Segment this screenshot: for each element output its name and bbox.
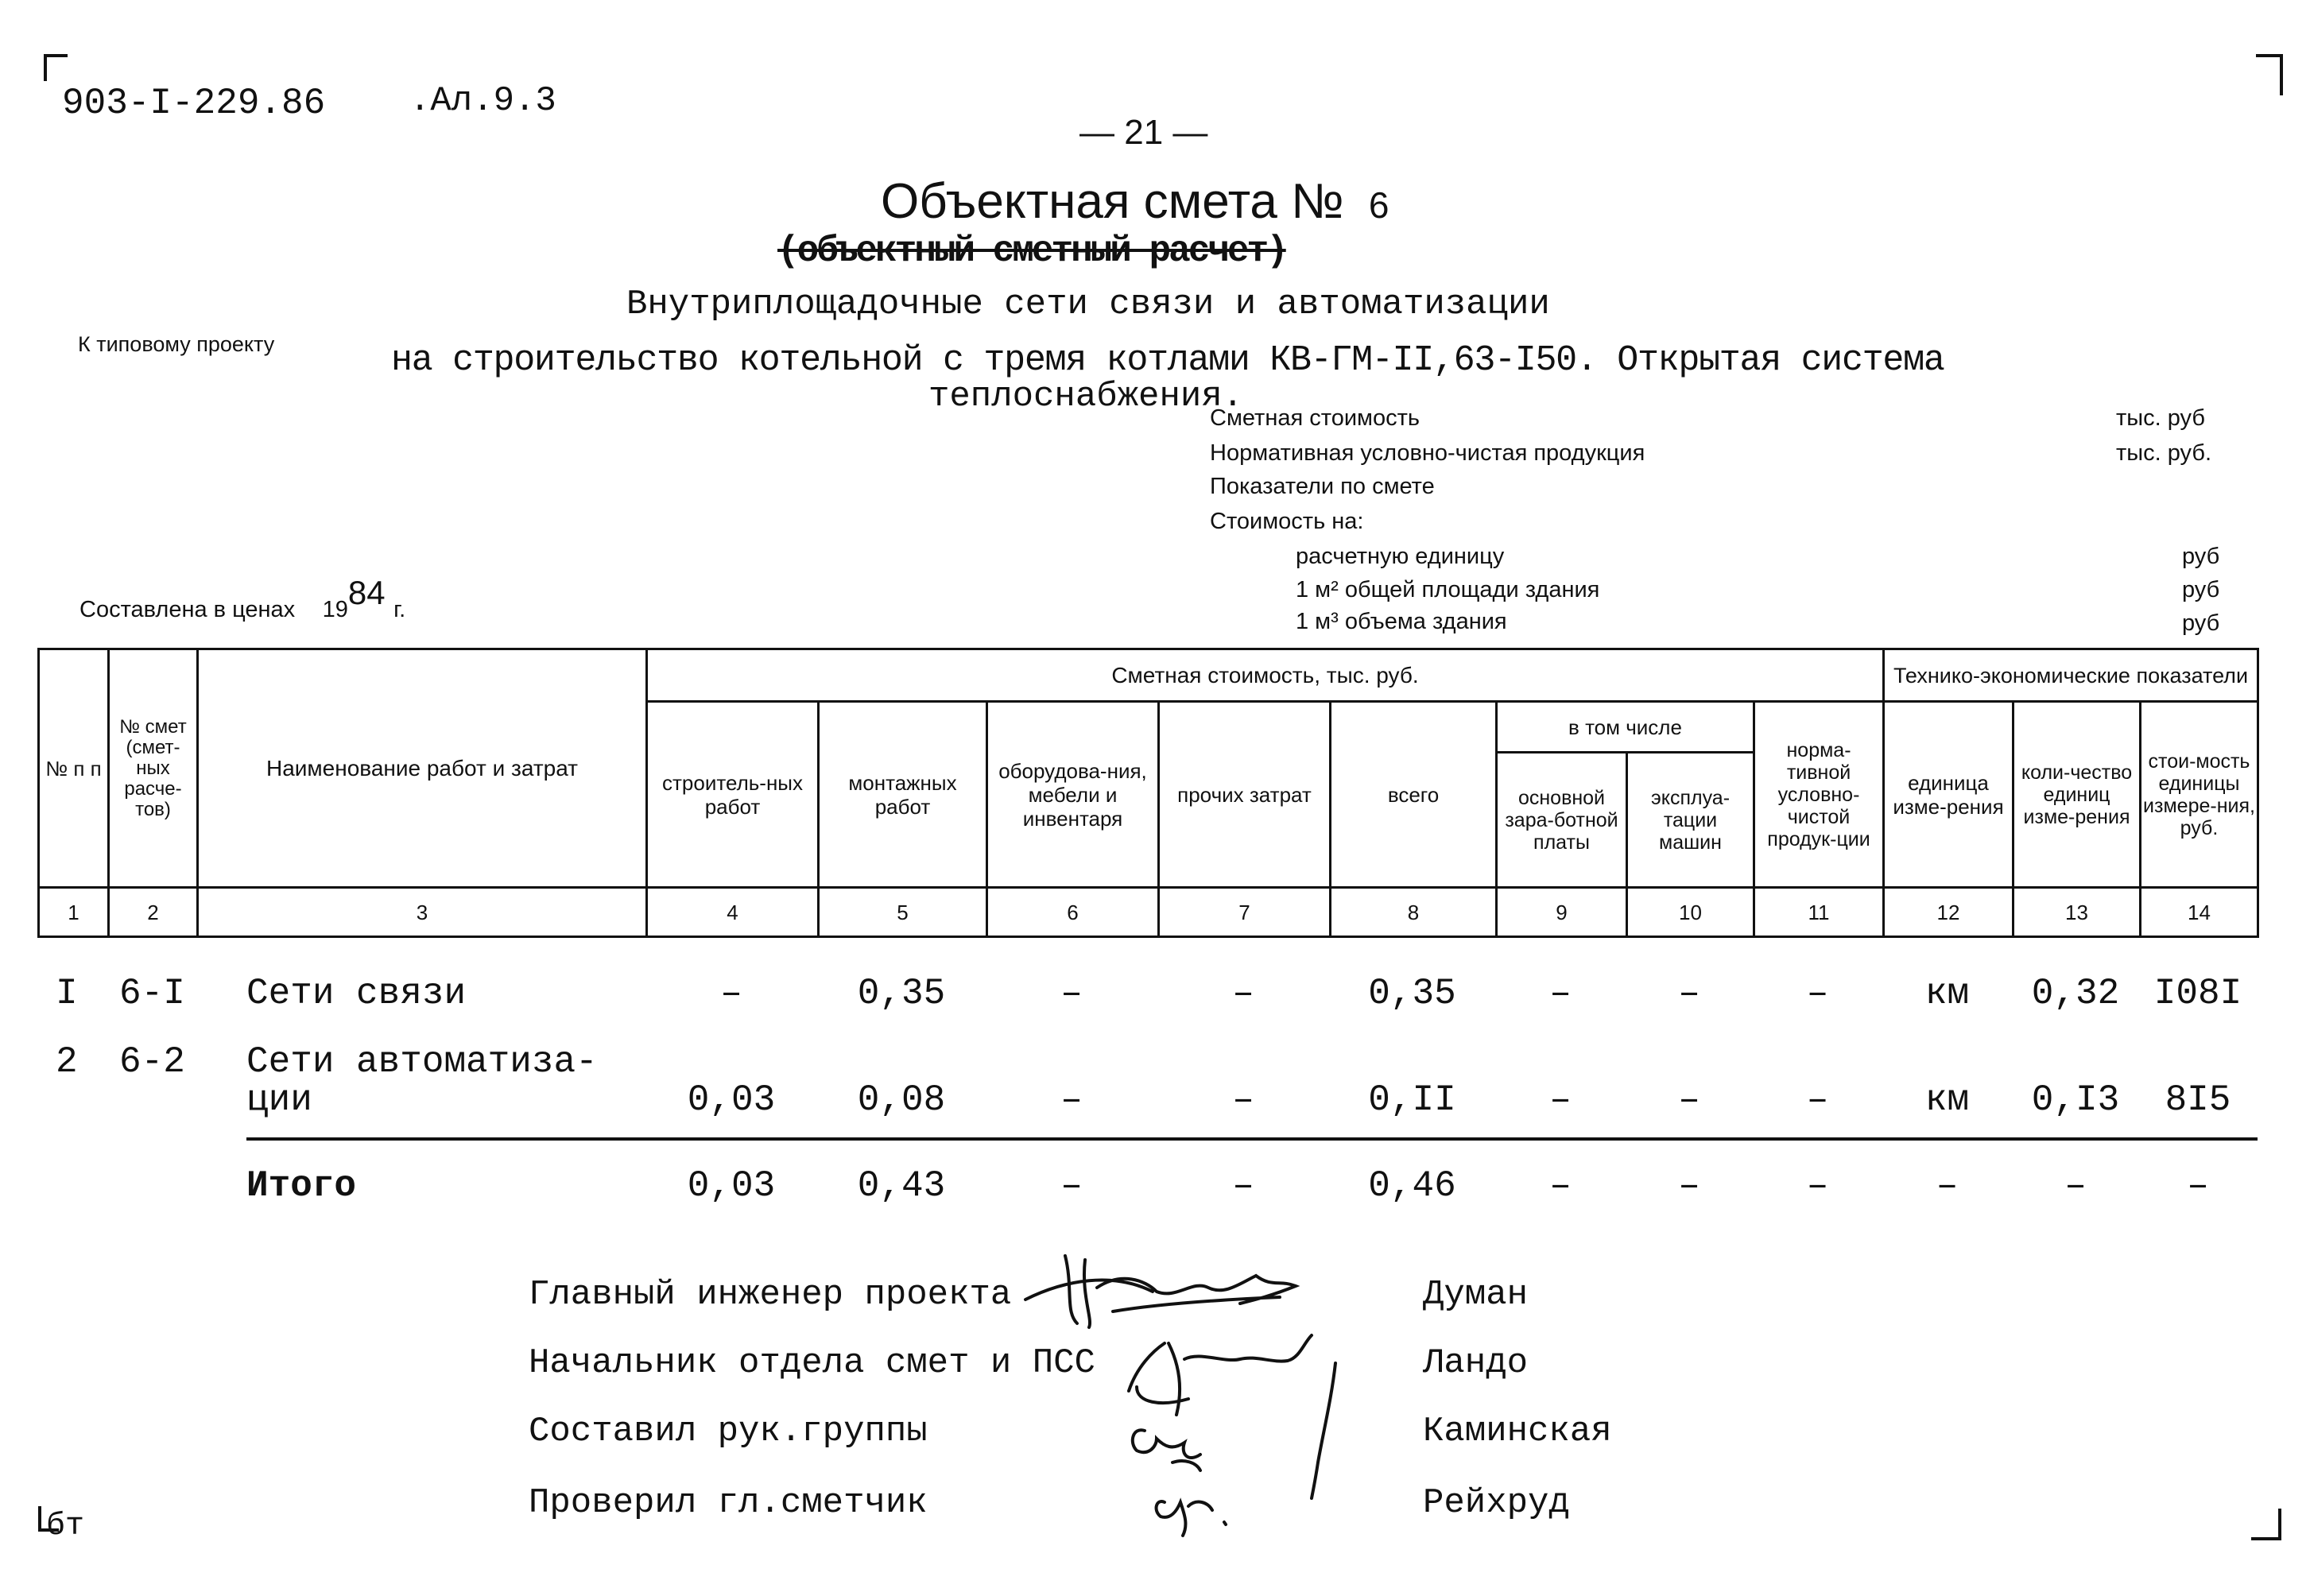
- row1-equipment: –: [1060, 973, 1083, 1014]
- row1-base-wages: –: [1549, 973, 1572, 1014]
- prices-year-suffix: г.: [393, 597, 406, 622]
- prices-year-prefix: 19: [322, 597, 348, 622]
- row2-net-output: –: [1806, 1079, 1829, 1121]
- corner-mark-top-right: [2256, 54, 2283, 95]
- indicator-label-per-m2: 1 м² общей площади здания: [1296, 577, 1600, 602]
- col-header-estimate-no: № смет (смет-ных расче-тов): [109, 649, 198, 888]
- col-number-11: 11: [1754, 888, 1884, 937]
- col-number-5: 5: [819, 888, 987, 937]
- col-header-tech-group: Технико-экономические показатели: [1884, 649, 2258, 702]
- row1-unit: км: [1924, 973, 1970, 1014]
- total-total: 0,46: [1368, 1165, 1456, 1207]
- row1-no: I: [56, 973, 78, 1014]
- page-title: [881, 173, 1389, 230]
- row2-total: 0,II: [1368, 1079, 1456, 1121]
- row2-installation: 0,08: [857, 1079, 946, 1121]
- col-number-10: 10: [1627, 888, 1754, 937]
- row2-other-costs: –: [1232, 1079, 1254, 1121]
- col-header-other-costs: прочих затрат: [1159, 702, 1331, 888]
- col-header-quantity: коли-чество единиц изме-рения: [2013, 702, 2141, 888]
- title-number: 6: [1368, 184, 1389, 226]
- total-machine-operation: –: [1678, 1165, 1700, 1207]
- col-header-cost-group: Сметная стоимость, тыс. руб.: [647, 649, 1884, 702]
- col-header-unit-cost: стои-мость единицы измере-ния, руб.: [2141, 702, 2258, 888]
- col-header-work-name: Наименование работ и затрат: [198, 649, 647, 888]
- signature-role-chief-engineer: Главный инженер проекта: [529, 1275, 1012, 1315]
- page-number: — 21 —: [1079, 113, 1208, 152]
- col-number-3: 3: [198, 888, 647, 937]
- project-line-2: теплоснабжения.: [928, 377, 1244, 416]
- total-unit-cost: –: [2187, 1165, 2209, 1207]
- signature-role-checker: Проверил гл.сметчик: [529, 1483, 928, 1523]
- row2-unit-cost: 8I5: [2165, 1079, 2231, 1121]
- col-header-construction: строитель-ных работ: [647, 702, 819, 888]
- signature-name-checker: Рейхруд: [1423, 1483, 1570, 1523]
- object-name: Внутриплощадочные сети связи и автоматизации: [626, 285, 1550, 324]
- row2-quantity: 0,I3: [2031, 1079, 2120, 1121]
- total-equipment: –: [1060, 1165, 1083, 1207]
- col-number-4: 4: [647, 888, 819, 937]
- total-other-costs: –: [1232, 1165, 1254, 1207]
- total-label: Итого: [246, 1165, 357, 1207]
- indicator-unit-per-unit: руб: [2182, 544, 2220, 569]
- col-header-base-wages: основной зара-ботной платы: [1497, 753, 1627, 888]
- col-header-total: всего: [1331, 702, 1497, 888]
- total-quantity: –: [2064, 1165, 2087, 1207]
- col-header-row-no: № п п: [39, 649, 109, 888]
- col-number-14: 14: [2141, 888, 2258, 937]
- prices-label: Составлена в ценах: [79, 597, 296, 622]
- row2-no: 2: [56, 1041, 78, 1083]
- row1-net-output: –: [1806, 973, 1829, 1014]
- row1-work-name: Сети связи: [246, 973, 467, 1014]
- album-number: .Ал.9.3: [409, 81, 556, 121]
- row1-quantity: 0,32: [2031, 973, 2120, 1014]
- row1-total: 0,35: [1368, 973, 1456, 1014]
- total-installation: 0,43: [857, 1165, 946, 1207]
- col-number-8: 8: [1331, 888, 1497, 937]
- col-header-including: в том числе: [1497, 702, 1754, 753]
- indicator-unit-estimated-cost: тыс. руб: [2116, 405, 2205, 431]
- indicator-label-per-m3: 1 м³ объема здания: [1296, 609, 1507, 634]
- prices-line: [79, 574, 406, 625]
- title-text: Объектная смета №: [881, 174, 1344, 229]
- indicator-unit-net-output: тыс. руб.: [2116, 440, 2212, 466]
- total-base-wages: –: [1549, 1165, 1572, 1207]
- total-net-output: –: [1806, 1165, 1829, 1207]
- corner-mark-bottom-right: [2251, 1509, 2281, 1540]
- row2-unit: км: [1924, 1079, 1970, 1121]
- col-header-net-output: норма-тивной условно-чистой продук-ции: [1754, 702, 1884, 888]
- total-construction: 0,03: [687, 1165, 776, 1207]
- col-header-installation: монтажных работ: [819, 702, 987, 888]
- indicator-unit-per-m2: руб: [2182, 577, 2220, 602]
- prices-year: 84: [347, 574, 386, 611]
- doc-code: 903-I-229.86: [62, 83, 326, 124]
- col-header-unit: единица изме-рения: [1884, 702, 2013, 888]
- col-number-9: 9: [1497, 888, 1627, 937]
- col-header-equipment: оборудова-ния, мебели и инвентаря: [987, 702, 1159, 888]
- col-number-12: 12: [1884, 888, 2013, 937]
- signature-role-head-estimates: Начальник отдела смет и ПСС: [529, 1343, 1095, 1383]
- row2-work-name-line2: ции: [246, 1079, 312, 1121]
- signature-role-compiler: Составил рук.группы: [529, 1412, 928, 1451]
- row2-construction: 0,03: [687, 1079, 776, 1121]
- row1-machine-operation: –: [1678, 973, 1700, 1014]
- total-unit: –: [1936, 1165, 1959, 1207]
- footer-mark: бт: [46, 1509, 85, 1544]
- col-number-1: 1: [39, 888, 109, 937]
- row2-work-name-line1: Сети автоматиза-: [246, 1041, 598, 1083]
- row1-installation: 0,35: [857, 973, 946, 1014]
- indicator-label-per-unit: расчетную единицу: [1296, 544, 1505, 569]
- handwritten-signatures: [1017, 1224, 1399, 1542]
- estimate-table-header: [37, 648, 2259, 938]
- project-label: К типовому проекту: [78, 332, 275, 356]
- totals-divider: [246, 1137, 2258, 1141]
- row1-unit-cost: I08I: [2153, 973, 2242, 1014]
- indicator-unit-per-m3: руб: [2182, 610, 2220, 636]
- row2-estimate-no: 6-2: [119, 1041, 185, 1083]
- col-number-2: 2: [109, 888, 198, 937]
- signature-name-head-estimates: Ландо: [1423, 1343, 1529, 1383]
- project-line-1: на строительство котельной с тремя котлами КВ-ГМ-II,63-I50. Открытая система: [391, 340, 1944, 381]
- signature-name-compiler: Каминская: [1423, 1412, 1612, 1451]
- row1-estimate-no: 6-I: [119, 973, 185, 1014]
- indicator-label-cost-per: Стоимость на:: [1210, 509, 1364, 534]
- col-number-13: 13: [2013, 888, 2141, 937]
- signature-name-chief-engineer: Думан: [1423, 1275, 1529, 1315]
- row2-equipment: –: [1060, 1079, 1083, 1121]
- indicator-label-estimate-metrics: Показатели по смете: [1210, 474, 1435, 499]
- row1-other-costs: –: [1232, 973, 1254, 1014]
- row1-construction: –: [720, 973, 742, 1014]
- col-number-6: 6: [987, 888, 1159, 937]
- indicator-label-estimated-cost: Сметная стоимость: [1210, 405, 1420, 431]
- col-number-7: 7: [1159, 888, 1331, 937]
- row2-base-wages: –: [1549, 1079, 1572, 1121]
- indicator-label-net-output: Нормативная условно-чистая продукция: [1210, 440, 1645, 466]
- row2-machine-operation: –: [1678, 1079, 1700, 1121]
- subtitle-struck: (объектный сметный расчет): [777, 230, 1286, 272]
- corner-mark-top-left: [44, 54, 68, 81]
- col-header-machine-operation: эксплуа-тации машин: [1627, 753, 1754, 888]
